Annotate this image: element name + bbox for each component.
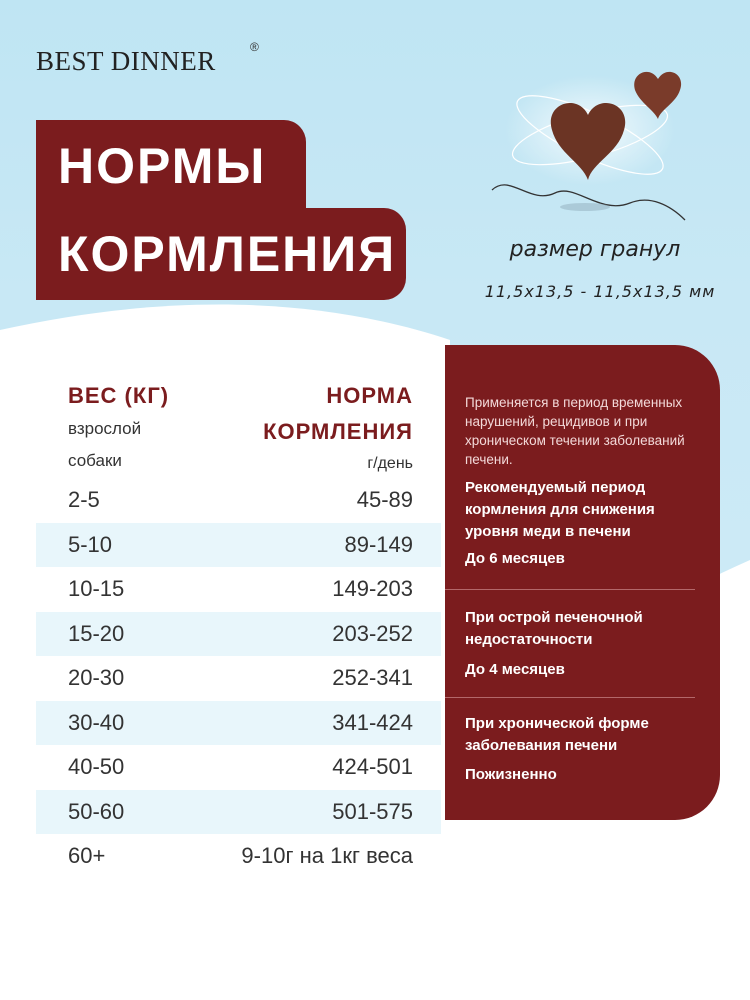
weight-cell: 60+ [68,843,106,869]
weight-header: ВЕС (КГ) [68,383,170,408]
weight-cell: 10-15 [68,576,125,602]
norm-cell: 501-575 [332,798,413,824]
weight-cell: 15-20 [68,620,125,646]
info-section-heading: При острой печеночной недостаточности [465,609,643,648]
table-row [36,790,441,835]
info-section-heading: При хронической форме заболевания печени [465,715,649,754]
table-row [36,612,441,657]
weight-subheader-2: собаки [68,451,122,470]
weight-cell: 2-5 [68,487,100,513]
info-section-value: До 6 месяцев [465,550,565,567]
info-card [445,345,720,820]
granule-heart-icon [480,55,700,230]
table-row [36,834,441,879]
norm-cell: 341-424 [332,709,413,735]
norm-cell: 203-252 [332,620,413,646]
info-intro: Применяется в период временных нарушений, рецидивов и при хроническом течении заболеваний печени. [465,395,685,467]
weight-cell: 50-60 [68,798,125,824]
divider [445,697,695,698]
table-row [36,567,441,612]
registered-mark: ® [250,40,259,54]
brand-logo: BEST DINNER [36,46,216,76]
norm-unit: г/день [367,455,413,472]
table-row [36,745,441,790]
feeding-table [36,345,441,985]
divider [445,589,695,590]
granule-caption: размер гранул [509,237,681,262]
norm-cell: 45-89 [356,487,413,513]
info-section-value: Пожизненно [465,766,557,783]
weight-cell: 30-40 [68,709,125,735]
weight-cell: 5-10 [68,531,113,557]
norm-header-2: КОРМЛЕНИЯ [263,419,413,444]
norm-cell: 252-341 [332,665,413,691]
info-section-heading: Рекомендуемый период кормления для снижения уровня меди в печени [465,479,655,540]
norm-header-1: НОРМА [326,383,413,408]
table-row [36,523,441,568]
weight-cell: 20-30 [68,665,125,691]
weight-cell: 40-50 [68,754,125,780]
norm-cell: 149-203 [332,576,413,602]
title-line-2: КОРМЛЕНИЯ [36,208,406,300]
norm-cell: 89-149 [344,531,413,557]
table-rows [36,478,441,879]
granule-size: 11,5x13,5 - 11,5x13,5 мм [484,282,716,301]
table-row [36,478,441,523]
norm-cell: 424-501 [332,754,413,780]
info-section-value: До 4 месяцев [465,661,565,678]
norm-cell: 9-10г на 1кг веса [241,843,413,869]
title-line-1: НОРМЫ [36,120,306,212]
table-row [36,701,441,746]
weight-subheader-1: взрослой [68,419,142,438]
table-row [36,656,441,701]
